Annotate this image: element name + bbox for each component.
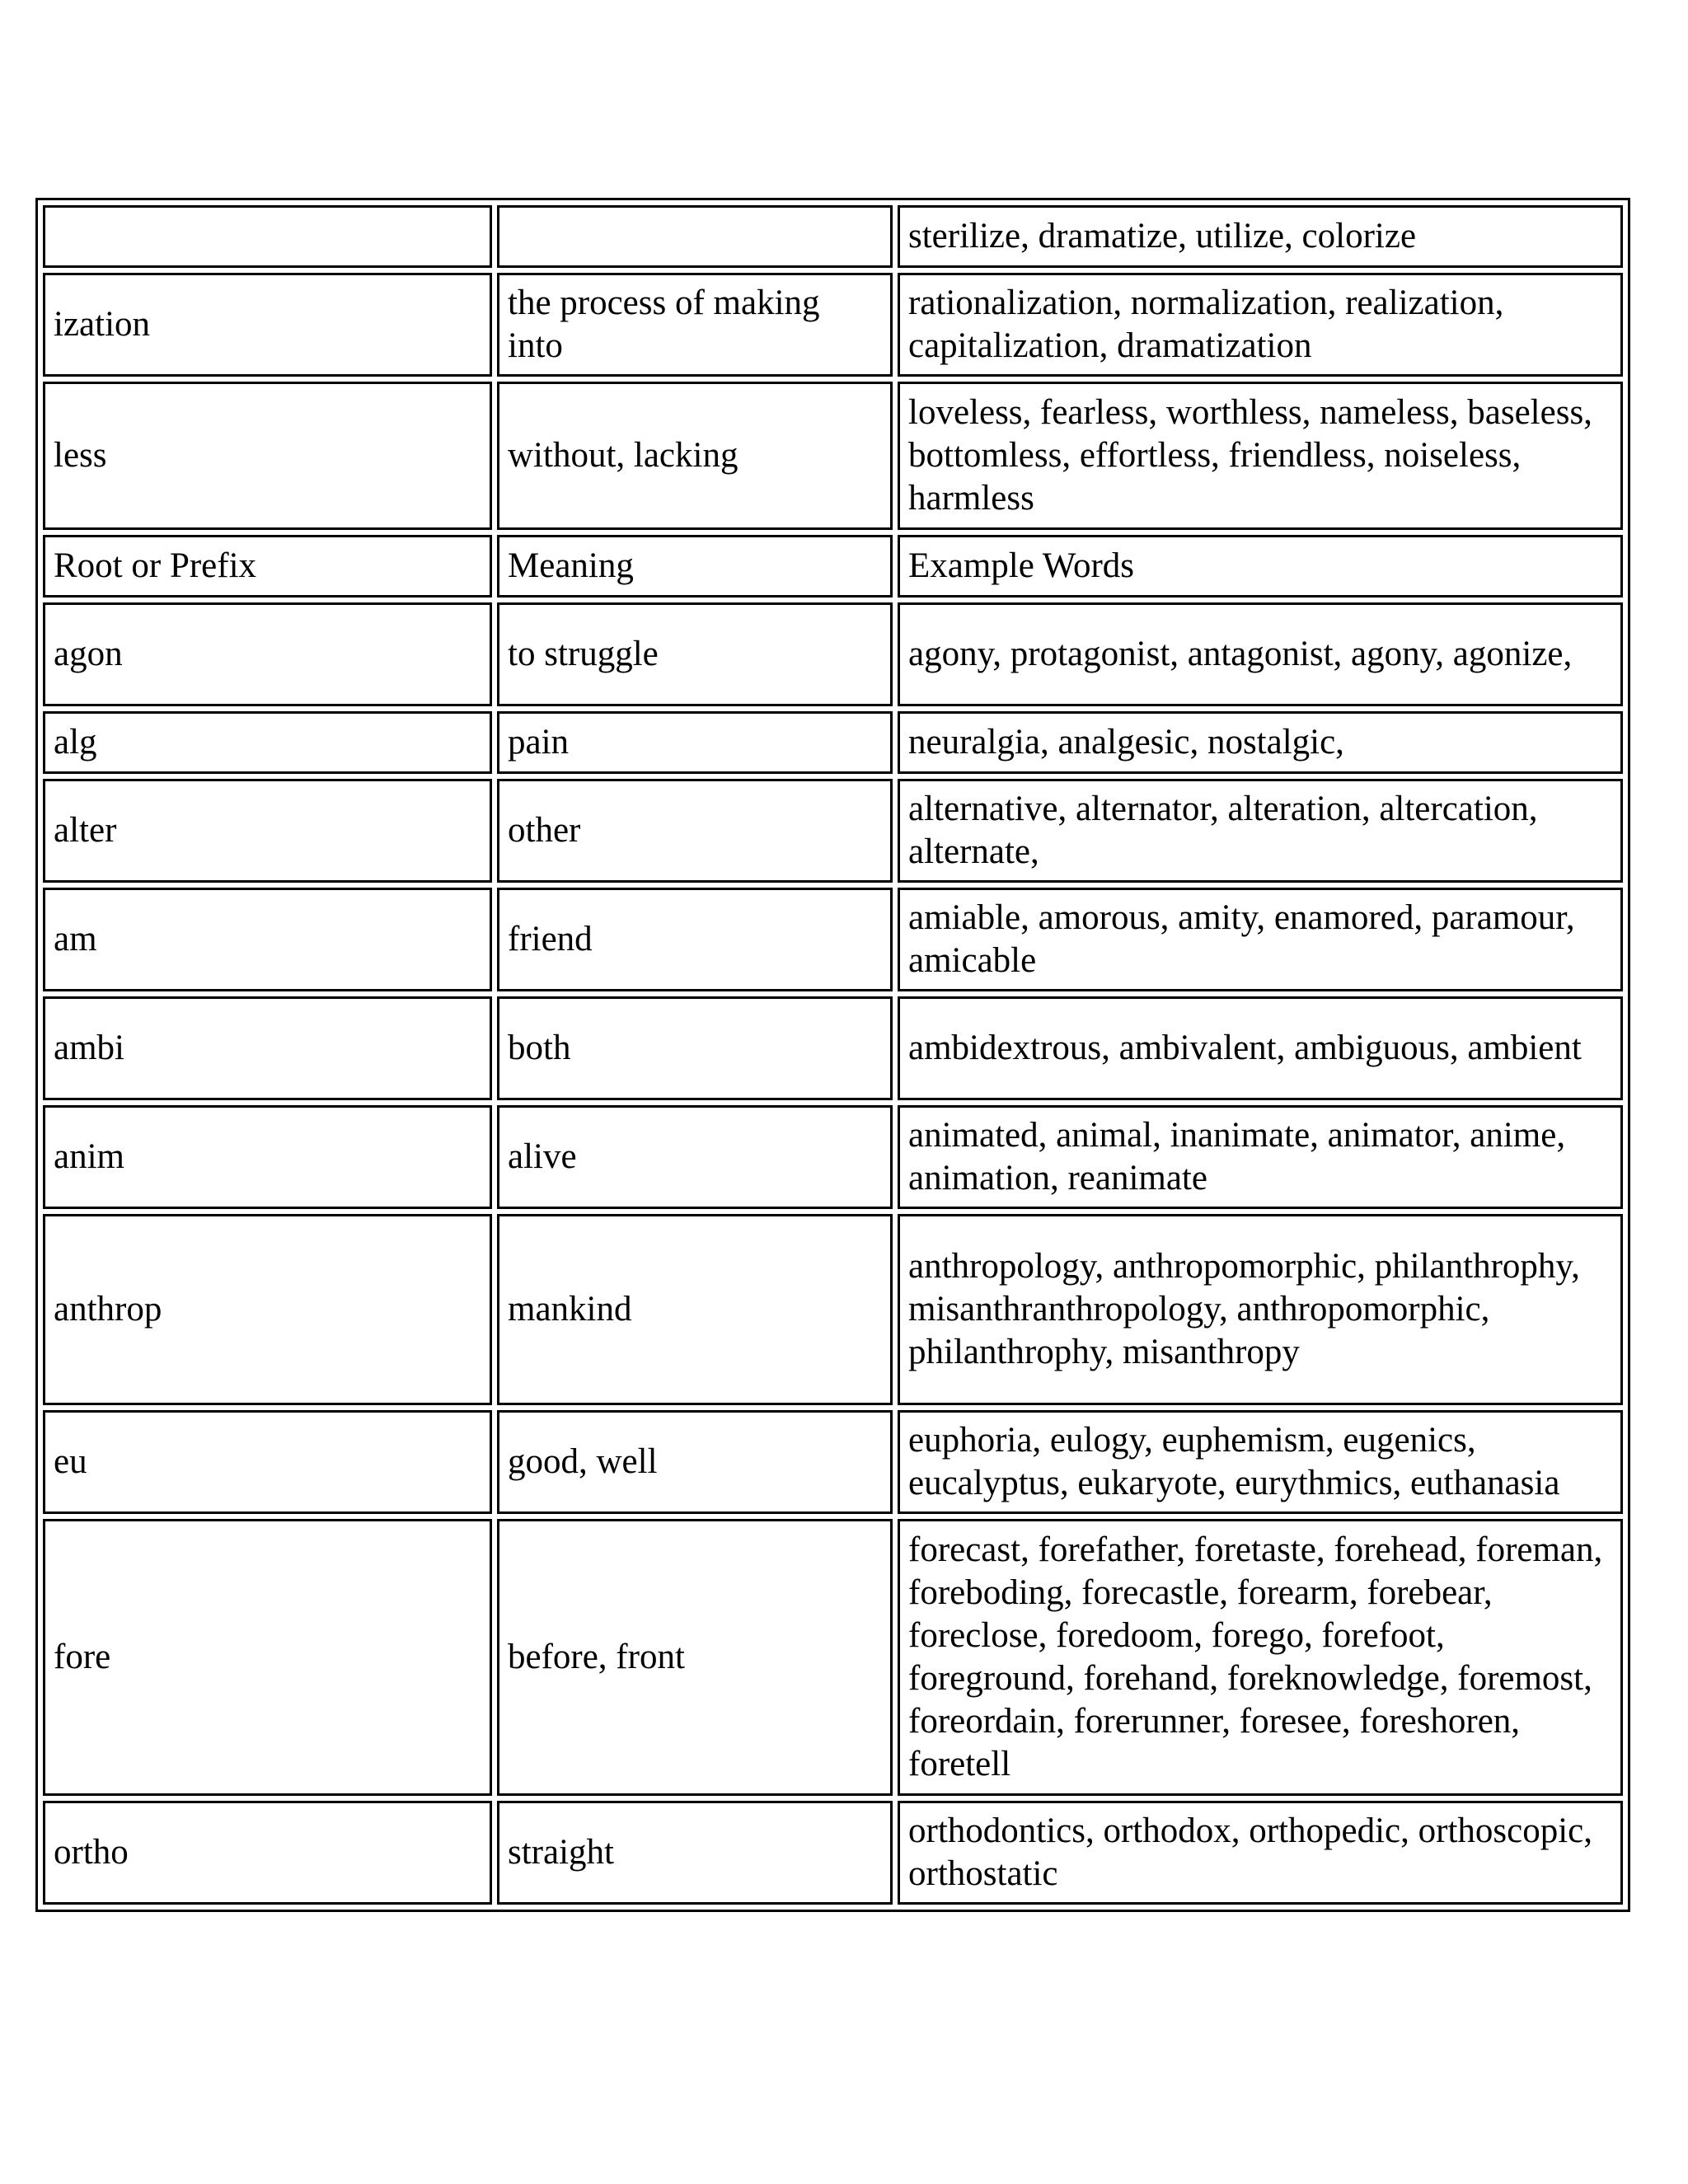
examples-cell: orthodontics, orthodox, orthopedic, orthoscopic, orthostatic (898, 1801, 1623, 1905)
examples-cell: ambidextrous, ambivalent, ambiguous, ambient (898, 996, 1623, 1100)
meaning-cell: mankind (497, 1214, 893, 1405)
meaning-cell: friend (497, 888, 893, 991)
meaning-cell: other (497, 779, 893, 883)
meaning-cell: good, well (497, 1410, 893, 1514)
table-row (43, 996, 1623, 1100)
root-cell: agon (43, 602, 492, 706)
table-row (43, 602, 1623, 706)
table-row (43, 779, 1623, 883)
meaning-cell (497, 205, 893, 268)
examples-cell: forecast, forefather, foretaste, forehead, foreman, foreboding, forecastle, forearm, forebear, foreclose, foredoom, forego, forefoot, foreground, forehand, foreknowledge, foremost, foreordain, forerunner, foresee, foreshoren, foretell (898, 1519, 1623, 1796)
table-row (43, 1105, 1623, 1209)
root-cell (43, 205, 492, 268)
meaning-cell: pain (497, 711, 893, 774)
table-row (43, 205, 1623, 268)
examples-cell: sterilize, dramatize, utilize, colorize (898, 205, 1623, 268)
header-meaning-cell: Meaning (497, 535, 893, 598)
examples-cell: euphoria, eulogy, euphemism, eugenics, eucalyptus, eukaryote, eurythmics, euthanasia (898, 1410, 1623, 1514)
root-cell: anim (43, 1105, 492, 1209)
table-body (43, 205, 1623, 1905)
examples-cell: alternative, alternator, alteration, altercation, alternate, (898, 779, 1623, 883)
meaning-cell: both (497, 996, 893, 1100)
header-root-cell: Root or Prefix (43, 535, 492, 598)
table-row (43, 1214, 1623, 1405)
header-examples-cell: Example Words (898, 535, 1623, 598)
root-cell: anthrop (43, 1214, 492, 1405)
table-row (43, 273, 1623, 377)
meaning-cell: alive (497, 1105, 893, 1209)
examples-cell: agony, protagonist, antagonist, agony, agonize, (898, 602, 1623, 706)
table-row (43, 711, 1623, 774)
meaning-cell: to struggle (497, 602, 893, 706)
vocabulary-table (35, 198, 1630, 1912)
table-row (43, 1801, 1623, 1905)
examples-cell: amiable, amorous, amity, enamored, paramour, amicable (898, 888, 1623, 991)
root-cell: alter (43, 779, 492, 883)
root-cell: ization (43, 273, 492, 377)
table-row (43, 888, 1623, 991)
root-cell: alg (43, 711, 492, 774)
root-cell: ortho (43, 1801, 492, 1905)
root-cell: am (43, 888, 492, 991)
table-row (43, 382, 1623, 530)
examples-cell: rationalization, normalization, realization, capitalization, dramatization (898, 273, 1623, 377)
meaning-cell: straight (497, 1801, 893, 1905)
examples-cell: loveless, fearless, worthless, nameless, baseless, bottomless, effortless, friendless, noiseless, harmless (898, 382, 1623, 530)
root-cell: fore (43, 1519, 492, 1796)
examples-cell: animated, animal, inanimate, animator, anime, animation, reanimate (898, 1105, 1623, 1209)
header-row (43, 535, 1623, 598)
table-row (43, 1410, 1623, 1514)
meaning-cell: without, lacking (497, 382, 893, 530)
examples-cell: neuralgia, analgesic, nostalgic, (898, 711, 1623, 774)
table-row (43, 1519, 1623, 1796)
meaning-cell: the process of making into (497, 273, 893, 377)
root-cell: eu (43, 1410, 492, 1514)
root-cell: ambi (43, 996, 492, 1100)
root-cell: less (43, 382, 492, 530)
meaning-cell: before, front (497, 1519, 893, 1796)
examples-cell: anthropology, anthropomorphic, philanthrophy, misanthranthropology, anthropomorphic, philanthrophy, misanthropy (898, 1214, 1623, 1405)
